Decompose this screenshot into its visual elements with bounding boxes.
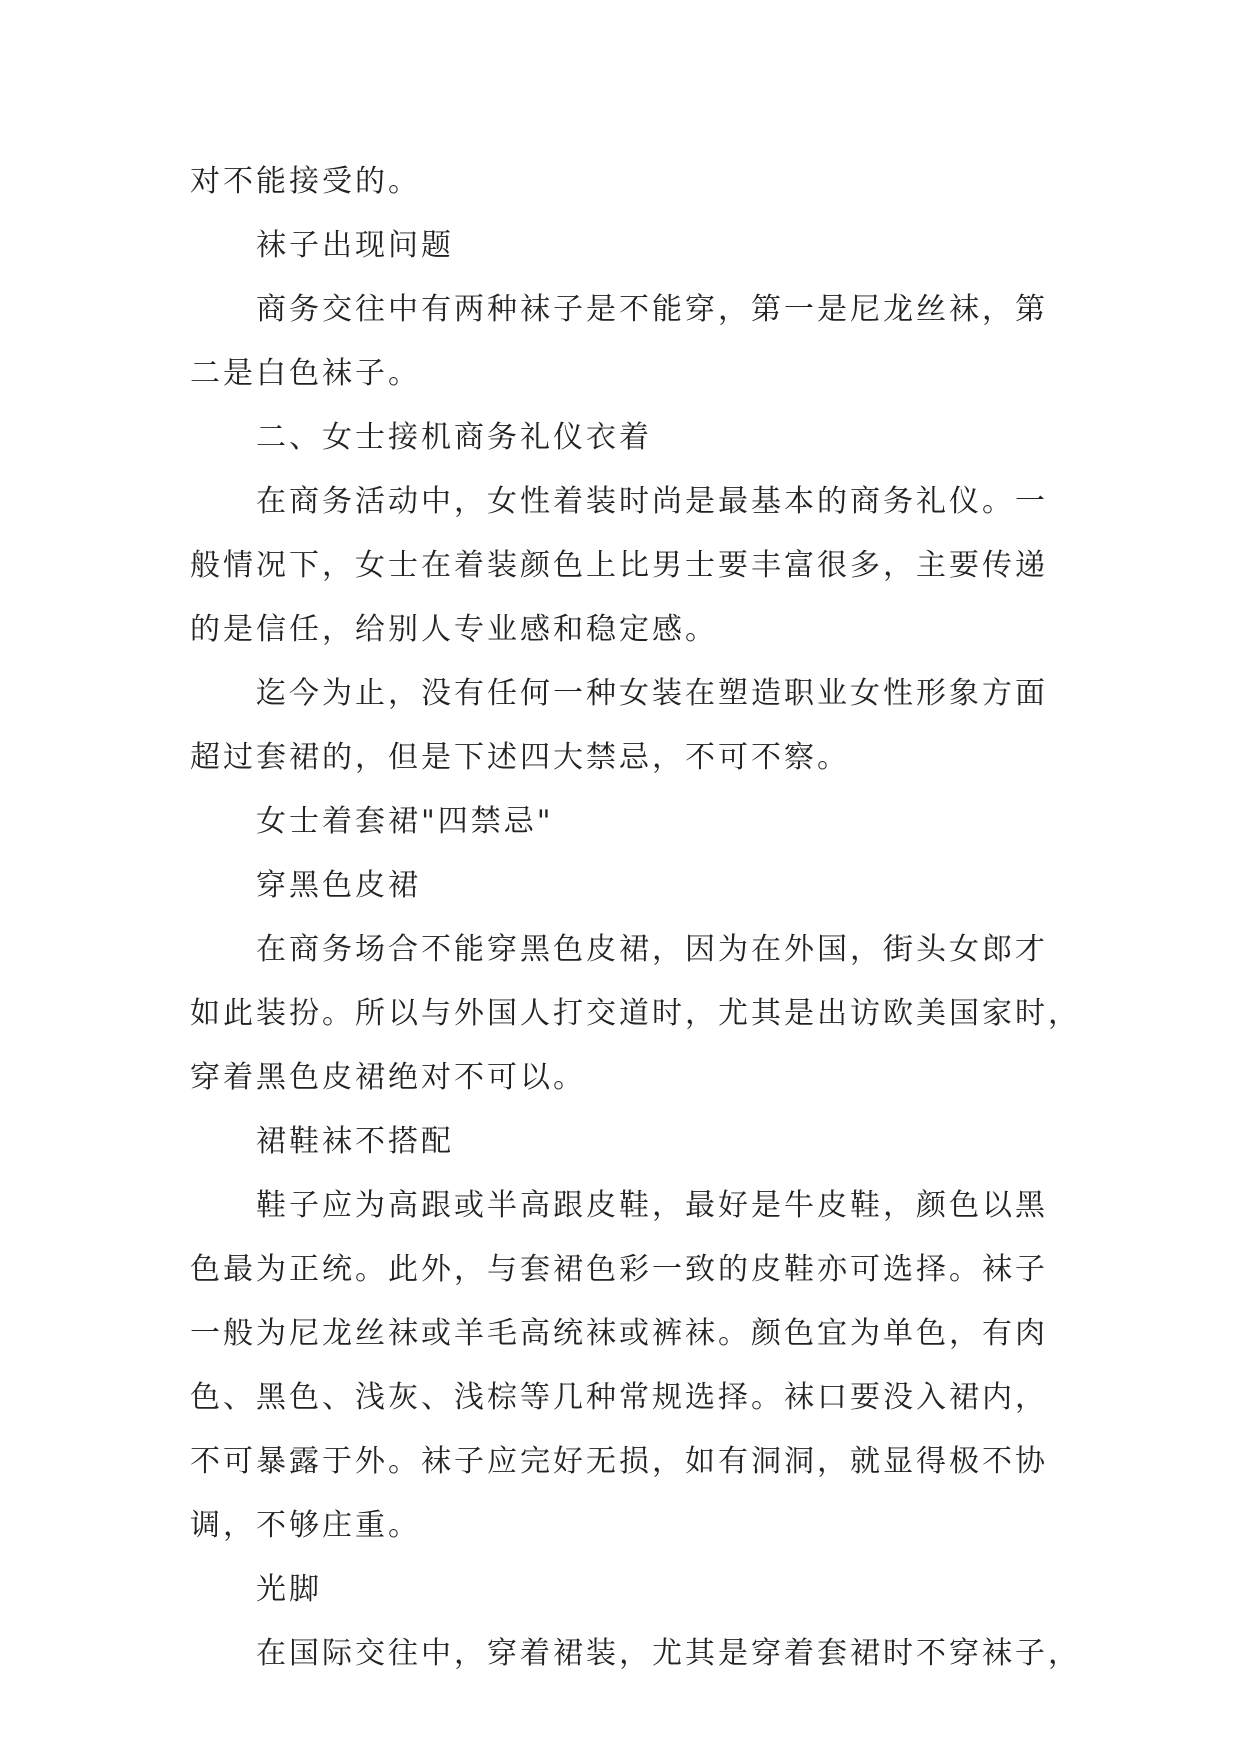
text-line: 的是信任，给别人专业感和稳定感。 xyxy=(190,612,718,647)
section-heading: 袜子出现问题 xyxy=(256,228,454,263)
text-line: 调，不够庄重。 xyxy=(190,1508,421,1543)
text-line: 鞋子应为高跟或半高跟皮鞋，最好是牛皮鞋，颜色以黑 xyxy=(256,1188,1048,1223)
text-line: 对不能接受的。 xyxy=(190,164,421,199)
text-line: 迄今为止，没有任何一种女装在塑造职业女性形象方面 xyxy=(256,676,1048,711)
text-line: 一般为尼龙丝袜或羊毛高统袜或裤袜。颜色宜为单色，有肉 xyxy=(190,1316,1048,1351)
section-heading: 二、女士接机商务礼仪衣着 xyxy=(256,420,652,455)
text-line: 商务交往中有两种袜子是不能穿，第一是尼龙丝袜，第 xyxy=(256,292,1048,327)
text-line: 在商务活动中，女性着装时尚是最基本的商务礼仪。一 xyxy=(256,484,1048,519)
section-heading: 穿黑色皮裙 xyxy=(256,868,421,903)
section-heading: 裙鞋袜不搭配 xyxy=(256,1124,454,1159)
text-line: 般情况下，女士在着装颜色上比男士要丰富很多，主要传递 xyxy=(190,548,1048,583)
text-line: 二是白色袜子。 xyxy=(190,356,421,391)
text-line: 超过套裙的，但是下述四大禁忌，不可不察。 xyxy=(190,740,850,775)
section-heading: 光脚 xyxy=(256,1572,322,1607)
text-line: 穿着黑色皮裙绝对不可以。 xyxy=(190,1060,586,1095)
text-line: 色、黑色、浅灰、浅棕等几种常规选择。袜口要没入裙内， xyxy=(190,1380,1048,1415)
section-heading: 女士着套裙"四禁忌" xyxy=(256,804,554,839)
text-line: 如此装扮。所以与外国人打交道时，尤其是出访欧美国家时， xyxy=(190,996,1081,1031)
text-line: 色最为正统。此外，与套裙色彩一致的皮鞋亦可选择。袜子 xyxy=(190,1252,1048,1287)
text-line: 在商务场合不能穿黑色皮裙，因为在外国，街头女郎才 xyxy=(256,932,1048,967)
text-line: 不可暴露于外。袜子应完好无损，如有洞洞，就显得极不协 xyxy=(190,1444,1048,1479)
text-line: 在国际交往中，穿着裙装，尤其是穿着套裙时不穿袜子， xyxy=(256,1636,1081,1671)
document-page xyxy=(190,150,1081,1686)
